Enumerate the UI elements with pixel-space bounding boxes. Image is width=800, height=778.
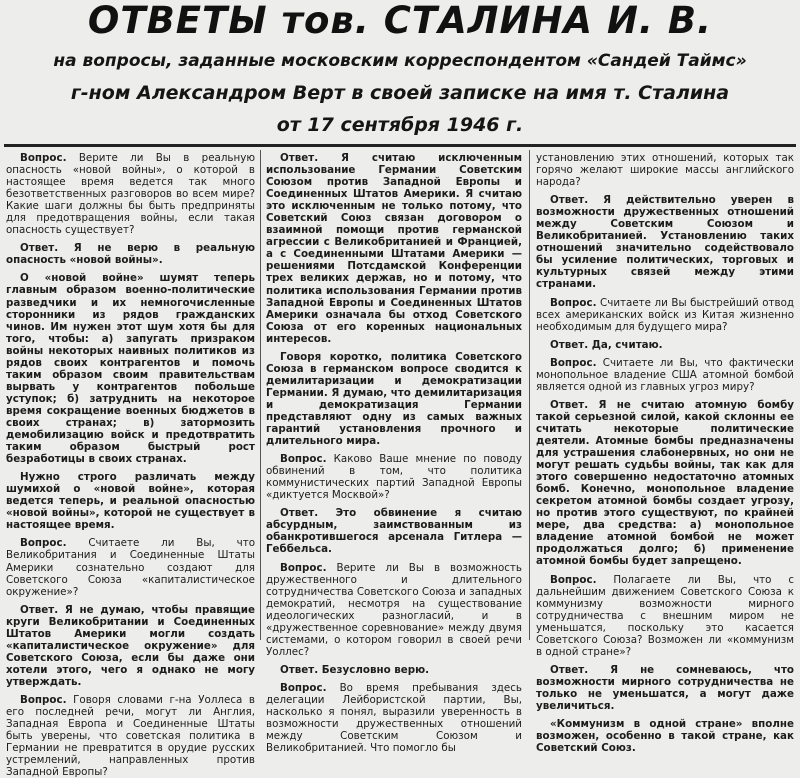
paragraph-text: Безусловно верю. xyxy=(318,663,430,676)
question-label: Вопрос. xyxy=(20,693,67,706)
paragraph-text: Считаете ли Вы, что Великобритания и Соединенные Штаты Америки сознательно создают для Советского Союза «капиталистическое окружение»? xyxy=(6,537,255,598)
paragraph xyxy=(536,399,794,568)
paragraph xyxy=(266,562,522,658)
article-title: ОТВЕТЫ тов. СТАЛИНА И. В. xyxy=(87,0,713,42)
paragraph xyxy=(6,152,255,236)
paragraph-text: Считаете ли Вы, что фактически монопольное владение США атомной бомбой является одной из главных угроз миру? xyxy=(536,356,794,393)
paragraph-text: Это обвинение я считаю абсурдным, заимствованным из обанкротившегося арсенала Гитлера — Геббельса. xyxy=(266,507,522,556)
paragraph-text: Я не верю в реальную опасность «новой войны». xyxy=(6,242,255,267)
question-label: Вопрос. xyxy=(280,561,327,574)
paragraph xyxy=(536,297,794,333)
paragraph xyxy=(536,194,794,290)
paragraph: «Коммунизм в одной стране» вполне возможен, особенно в такой стране, как Советский Союз. xyxy=(536,718,794,755)
paragraph-text: Я считаю исключенным использование Германии Советским Союзом против Западной Европы и Соединенных Штатов Америки. Я считаю это исключенным не только потому, что Советский Союз связан договором о взаимной помощи против германской агрессии с Великобританией и Францией, а с Соединенными Штатами Америки — решениями Потсдамской Конференции трех великих держав, но и потому, что политика использования Германии против Западной Европы и Соединенных Штатов Америки означала бы отход Советского Союза от его коренных национальных интересов. xyxy=(266,152,522,345)
answer-label: Ответ. xyxy=(20,242,59,255)
paragraph xyxy=(266,507,522,555)
paragraph-text: Я не сомневаюсь, что возможности мирного сотрудничества не только не уменьшатся, а могут даже увеличиться. xyxy=(536,663,794,712)
paragraph-text: Верите ли Вы в реальную опасность «новой войны», о которой в настоящее время ведется так много безответственных разговоров во всем мире? Какие шаги должны бы быть предприняты для предотвращения войны, если такая опасность существует? xyxy=(6,152,255,237)
paragraph xyxy=(266,453,522,501)
paragraph-text: Каково Ваше мнение по поводу обвинений в том, что политика коммунистических партий Западной Европы «диктуется Москвой»? xyxy=(266,453,522,502)
answer-label: Ответ. xyxy=(20,603,59,616)
paragraph-text: Я не считаю атомную бомбу такой серьезной силой, какой склонны ее считать некоторые политические деятели. Атомные бомбы предназначены для устрашения слабонервных, но они не могут решать судьбы войны, так как для этого совершенно недостаточно атомных бомб. Конечно, монопольное владение секретом атомной бомбы создает угрозу, но против этого существуют, по крайней мере, два средства: а) монопольное владение атомной бомбой не может продолжаться долго; б) применение атомной бомбы будет запрещено. xyxy=(536,398,794,568)
paragraph-text: Я действительно уверен в возможности дружественных отношений между Советским Союзом и Великобританией. Установлению таких отношений значительно содействовало бы усиление политических, торговых и культурных связей между этими странами. xyxy=(536,194,794,291)
text-column-2 xyxy=(266,152,523,755)
paragraph xyxy=(266,152,522,345)
paragraph-text: Говоря словами г-на Уоллеса в его последней речи, могут ли Англия, Западная Европа и Соединенные Штаты быть уверены, что советская политика в Германии не превратится в орудие русских устремлений, направленных против Западной Европы? xyxy=(6,693,255,778)
paragraph xyxy=(536,664,794,712)
answer-label: Ответ. xyxy=(550,338,589,351)
question-label: Вопрос. xyxy=(280,681,327,694)
column-divider-1 xyxy=(260,150,261,640)
header-rule xyxy=(4,144,796,147)
paragraph xyxy=(266,664,522,676)
question-label: Вопрос. xyxy=(20,152,67,164)
paragraph-text: Во время пребывания здесь делегации Лейбористской партии, Вы, насколько я понял, выразили уверенность в возможности дружественных отношений между Советским Союзом и Великобританией. Что помогло бы xyxy=(266,681,522,755)
paragraph xyxy=(536,574,794,658)
paragraph-text: Верите ли Вы в возможность дружественного и длительного сотрудничества Советского Союза и западных демократий, несмотря на существование идеологических разногласий, и в «дружественное соревнование» между двумя системами, о котором говорил в своей речи Уоллес? xyxy=(266,561,522,658)
answer-label: Ответ. xyxy=(280,507,319,520)
answer-label: Ответ. xyxy=(280,152,319,164)
paragraph: Говоря коротко, политика Советского Союза в германском вопросе сводится к демилитаризации и демократизации Германии. Я думаю, что демилитаризация и демократизация Германии представляют одну из самых важных гарантий установления прочного и длительного мира. xyxy=(266,350,523,448)
question-label: Вопрос. xyxy=(280,453,327,466)
question-label: Вопрос. xyxy=(550,573,597,586)
question-label: Вопрос. xyxy=(550,356,597,369)
paragraph-text: Да, считаю. xyxy=(588,338,663,351)
column-divider-2 xyxy=(529,150,530,640)
question-label: Вопрос. xyxy=(20,537,67,550)
answer-label: Ответ. xyxy=(280,663,319,676)
paragraph xyxy=(6,694,255,778)
answer-label: Ответ. xyxy=(550,398,589,411)
text-column-3 xyxy=(536,152,794,755)
article-date-line: от 17 сентября 1946 г. xyxy=(276,114,524,136)
answer-label: Ответ. xyxy=(550,663,589,676)
paragraph xyxy=(536,357,794,393)
text-column-1 xyxy=(6,152,255,778)
article-subtitle-line1: на вопросы, заданные московским корреспондентом «Сандей Таймс» xyxy=(53,51,747,71)
paragraph xyxy=(6,537,255,597)
paragraph: установлению этих отношений, которых так горячо желают широкие массы английского народа? xyxy=(536,152,794,189)
paragraph xyxy=(266,682,522,754)
paragraph xyxy=(6,604,255,688)
article-subtitle-line2: г-ном Александром Верт в своей записке на имя т. Сталина xyxy=(70,82,730,104)
paragraph: О «новой войне» шумят теперь главным образом военно-политические разведчики и их немногочисленные сторонники из рядов гражданских чинов. Им нужен этот шум хотя бы для того, чтобы: а) запугать призраком войны некоторых наивных политиков из рядов своих контрагентов и помочь таким образом своим правительствам вырвать у контрагентов побольше уступок; б) затруднить на некоторое время сокращение военных бюджетов в своих странах; в) затормозить демобилизацию войск и предотвратить таким образом быстрый рост безработицы в своих странах. xyxy=(6,272,255,466)
paragraph-text: Я не думаю, чтобы правящие круги Великобритании и Соединенных Штатов Америки могли создать «капиталистическое окружение» для Советского Союза, если бы даже они хотели этого, чего я однако не могу утверждать. xyxy=(6,603,255,688)
paragraph-text: Полагаете ли Вы, что с дальнейшим движением Советского Союза к коммунизму возможности мирного сотрудничества с внешним миром не уменьшатся, поскольку это касается Советского Союза? Возможен ли «коммунизм в одной стране»? xyxy=(536,573,794,658)
paragraph-text: Считаете ли Вы быстрейший отвод всех американских войск из Китая жизненно необходимым для будущего мира? xyxy=(536,296,794,333)
paragraph: Нужно строго различать между шумихой о «новой войне», которая ведется теперь, и реальной опасностью «новой войны», которой не существует в настоящее время. xyxy=(6,471,255,532)
answer-label: Ответ. xyxy=(550,194,589,207)
paragraph xyxy=(6,242,255,266)
question-label: Вопрос. xyxy=(550,296,597,309)
paragraph xyxy=(536,339,794,351)
